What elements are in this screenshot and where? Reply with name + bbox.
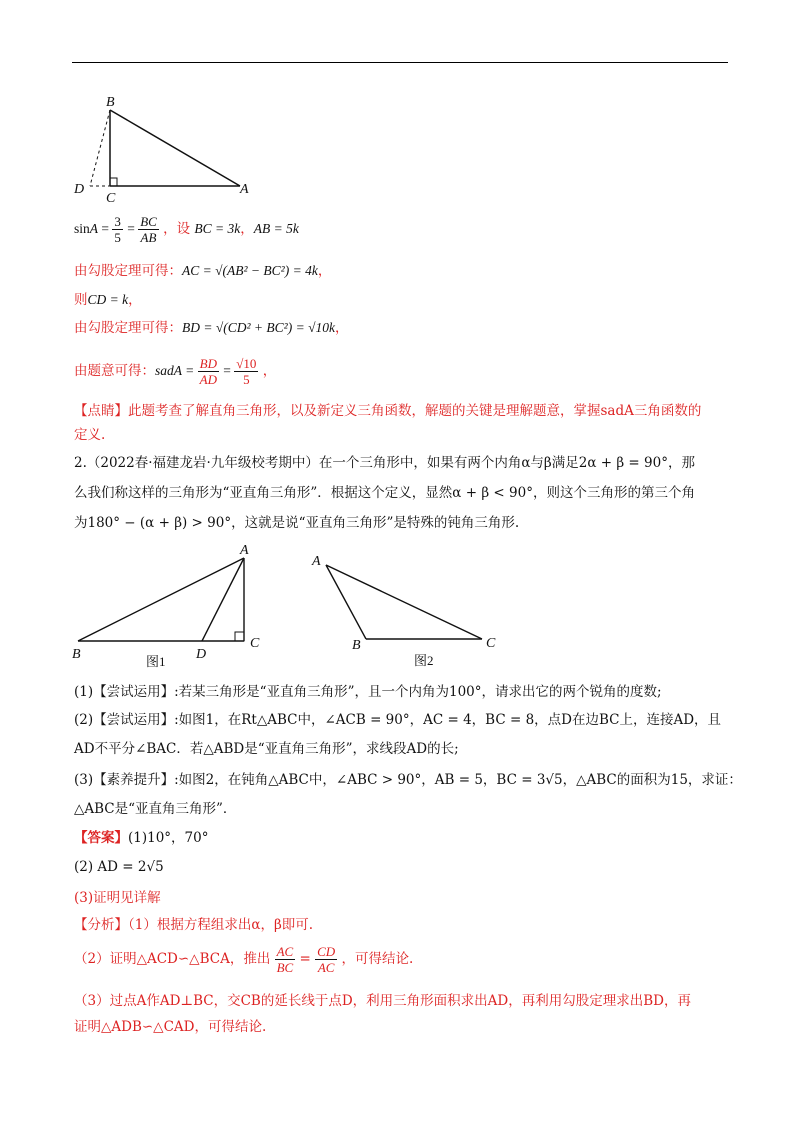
comment-line-1: 【点睛】此题考查了解直角三角形，以及新定义三角函数，解题的关键是理解题意，掌握sadA三角函数的: [74, 403, 702, 419]
question-2-line-2: 么我们称这样的三角形为“亚直角三角形”．根据这个定义，显然α + β < 90°，则这个三角形的第三个角: [74, 485, 695, 501]
fraction-sqrt10-5: $\frac{√10}{5}$: [236, 356, 257, 387]
fraction-bd-ad: $\frac{BD}{AD}$: [199, 356, 217, 387]
fig1-label-C: C: [250, 636, 260, 651]
analysis-2: （2）证明△ACD∽△BCA，推出 $\frac{AC}{BC}$ = $\frac{CD}{AC}$ ，可得结论.: [74, 944, 414, 975]
comment-line-2: 定义.: [74, 427, 106, 443]
fraction-3-5: $\frac{3}{5}$: [114, 214, 121, 245]
part-2-line-2: AD不平分∠BAC．若△ABD是“亚直角三角形”，求线段AD的长;: [74, 741, 459, 757]
part-3-line-2: △ABC是“亚直角三角形”．: [74, 801, 237, 817]
answer-1: 【答案】(1)10°，70°: [74, 830, 209, 846]
answer-2: (2) AD = 2√5: [74, 859, 164, 875]
fraction-bc-ab: $\frac{BC}{AB}$: [140, 214, 157, 245]
fig1-label-D: D: [196, 647, 207, 662]
label-B: B: [106, 95, 115, 110]
header-rule: [72, 62, 728, 63]
fig1-caption: 图1: [146, 654, 166, 669]
sin-line: sinA = $\frac{3}{5}$ = $\frac{BC}{AB}$ ，设 BC = 3k，AB = 5k: [74, 214, 299, 245]
fig2-caption: 图2: [414, 653, 434, 668]
question-2-line-1: 2.（2022春·福建龙岩·九年级校考期中）在一个三角形中，如果有两个内角α与β满足2α + β = 90°，那: [74, 455, 695, 471]
fig1-label-A: A: [240, 543, 249, 558]
fraction-ac-bc: $\frac{AC}{BC}$: [276, 944, 294, 975]
analysis-3-line-2: 证明△ADB∽△CAD，可得结论.: [74, 1019, 267, 1035]
part-3-line-1: (3)【素养提升】:如图2，在钝角△ABC中，∠ABC > 90°，AB = 5，BC = 3√5，△ABC的面积为15，求证：: [74, 772, 742, 788]
part-2-line-1: (2)【尝试运用】:如图1，在Rt△ABC中，∠ACB = 90°，AC = 4，BC = 8，点D在边BC上，连接AD，且: [74, 712, 722, 728]
analysis-1: 【分析】（1）根据方程组求出α，β即可.: [74, 917, 314, 933]
sad-line: 由题意可得：sadA = $\frac{BD}{AD}$ = $\frac{√10}{5}$ ，: [74, 356, 277, 387]
fig2-label-C: C: [486, 636, 496, 651]
part-1: (1)【尝试运用】:若某三角形是“亚直角三角形”，且一个内角为100°，请求出它的两个锐角的度数;: [74, 684, 662, 700]
label-D: D: [74, 182, 85, 197]
figure-1: [70, 540, 280, 672]
cd-line: 则CD = k，: [74, 292, 142, 308]
figure-2: [310, 545, 510, 671]
fig2-label-A: A: [312, 554, 321, 569]
pythag-line-1: 由勾股定理可得：AC = √(AB² − BC²) = 4k，: [74, 263, 332, 279]
fraction-cd-ac: $\frac{CD}{AC}$: [317, 944, 336, 975]
analysis-3-line-1: （3）过点A作AD⊥BC，交CB的延长线于点D，利用三角形面积求出AD，再利用勾股定理求出BD，再: [74, 993, 691, 1009]
label-C: C: [106, 191, 116, 206]
fig1-label-B: B: [72, 647, 81, 662]
triangle-figure-top: [70, 92, 270, 207]
answer-3: (3)证明见详解: [74, 890, 161, 906]
pythag-line-2: 由勾股定理可得：BD = √(CD² + BC²) = √10k，: [74, 320, 349, 336]
label-A: A: [240, 182, 249, 197]
question-2-line-3: 为180° − (α + β) > 90°，这就是说“亚直角三角形”是特殊的钝角三角形.: [74, 515, 520, 531]
fig2-label-B: B: [352, 638, 361, 653]
